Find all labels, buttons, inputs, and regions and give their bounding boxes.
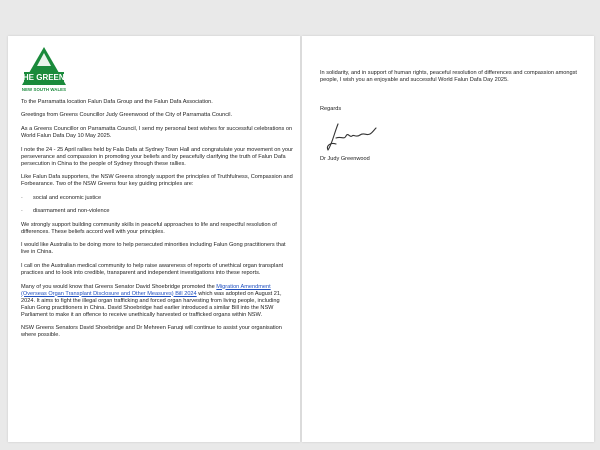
regards: Regards xyxy=(320,106,342,113)
paragraph-medical: I call on the Australian medical community to help raise awareness of reports of unethical organ transplant practices and to look into credible, transparent and independent investigations into these reports. xyxy=(21,262,284,277)
letter-body xyxy=(21,99,293,346)
letter-closing xyxy=(320,70,582,169)
paragraph-community-skills: We strongly support building community skills in peaceful approaches to life and respectful resolution of differences. These beliefs accord well with your principles. xyxy=(21,221,277,235)
list-item xyxy=(21,195,293,202)
greens-triangle-icon xyxy=(17,46,71,86)
bill-link[interactable]: Migration Amendment (Overseas Organ Transplant Disclosure and Other Measures) Bill 2024 xyxy=(21,283,271,297)
list-item xyxy=(21,208,293,215)
letter-page-2 xyxy=(302,36,594,442)
paragraph-senators-assist: NSW Greens Senators David Shoebridge and Dr Mehreen Faruqi will continue to assist your organisation where possible. xyxy=(21,325,282,339)
paragraph-australia: I would like Australia to be doing more to help persecuted minorities including Falun Gong practitioners that live in China. xyxy=(21,242,286,256)
logo-name: THE GREENS xyxy=(17,73,71,82)
greens-logo xyxy=(17,46,71,92)
paragraph-rallies: I note the 24 - 25 April rallies held by Fala Dafa at Sydney Town Hall and congratulate your movement on your perseverance and compassion in promoting your beliefs and by peacefully clarifying the truth of Falun Dafa persecution in China to the people of Sydney through these rallies. xyxy=(21,146,293,167)
bullet-marker: · xyxy=(21,194,23,201)
senator-text-after: which was adopted on August 21, 2024. It aims to fight the illegal organ trafficking and forced organ harvesting from living people, including Falun Gong practitioners in China. David Shoebridge had earlier introduced a similar Bill into the NSW Parliament to make it an offence to receive unethically harvested or trafficked organs within NSW. xyxy=(21,290,282,318)
bullet-text: disarmament and non-violence xyxy=(33,208,110,215)
letter-page-1 xyxy=(8,36,300,442)
bullet-marker: · xyxy=(21,208,23,215)
paragraph-best-wishes: As a Greens Councillor on Parramatta Council, I send my personal best wishes for successful celebrations on World Falun Dafa Day 10 May 2025. xyxy=(21,125,293,140)
greeting: Greetings from Greens Councillor Judy Greenwood of the City of Parramatta Council. xyxy=(21,112,233,119)
logo-subtitle: NEW SOUTH WALES xyxy=(21,87,67,92)
bullet-text: social and economic justice xyxy=(33,194,102,201)
senator-text-before: Many of you would know that Greens Senator David Shoebridge promoted the xyxy=(21,283,217,290)
paragraph-solidarity: In solidarity, and in support of human rights, peaceful resolution of differences and compassion amongst people, I wish you an enjoyable and successful World Falun Dafa Day 2025. xyxy=(320,70,577,84)
salutation: To the Parramatta location Falun Dafa Group and the Falun Dafa Association. xyxy=(21,99,213,105)
paragraph-principles: Like Falun Dafa supporters, the NSW Greens strongly support the principles of Truthfulness, Compassion and Forbearance. Two of the NSW Greens four key guiding principles are: xyxy=(21,174,293,188)
paragraph-senator xyxy=(21,284,293,319)
signatory-name: Dr Judy Greenwood xyxy=(320,155,370,162)
signature xyxy=(324,120,394,152)
